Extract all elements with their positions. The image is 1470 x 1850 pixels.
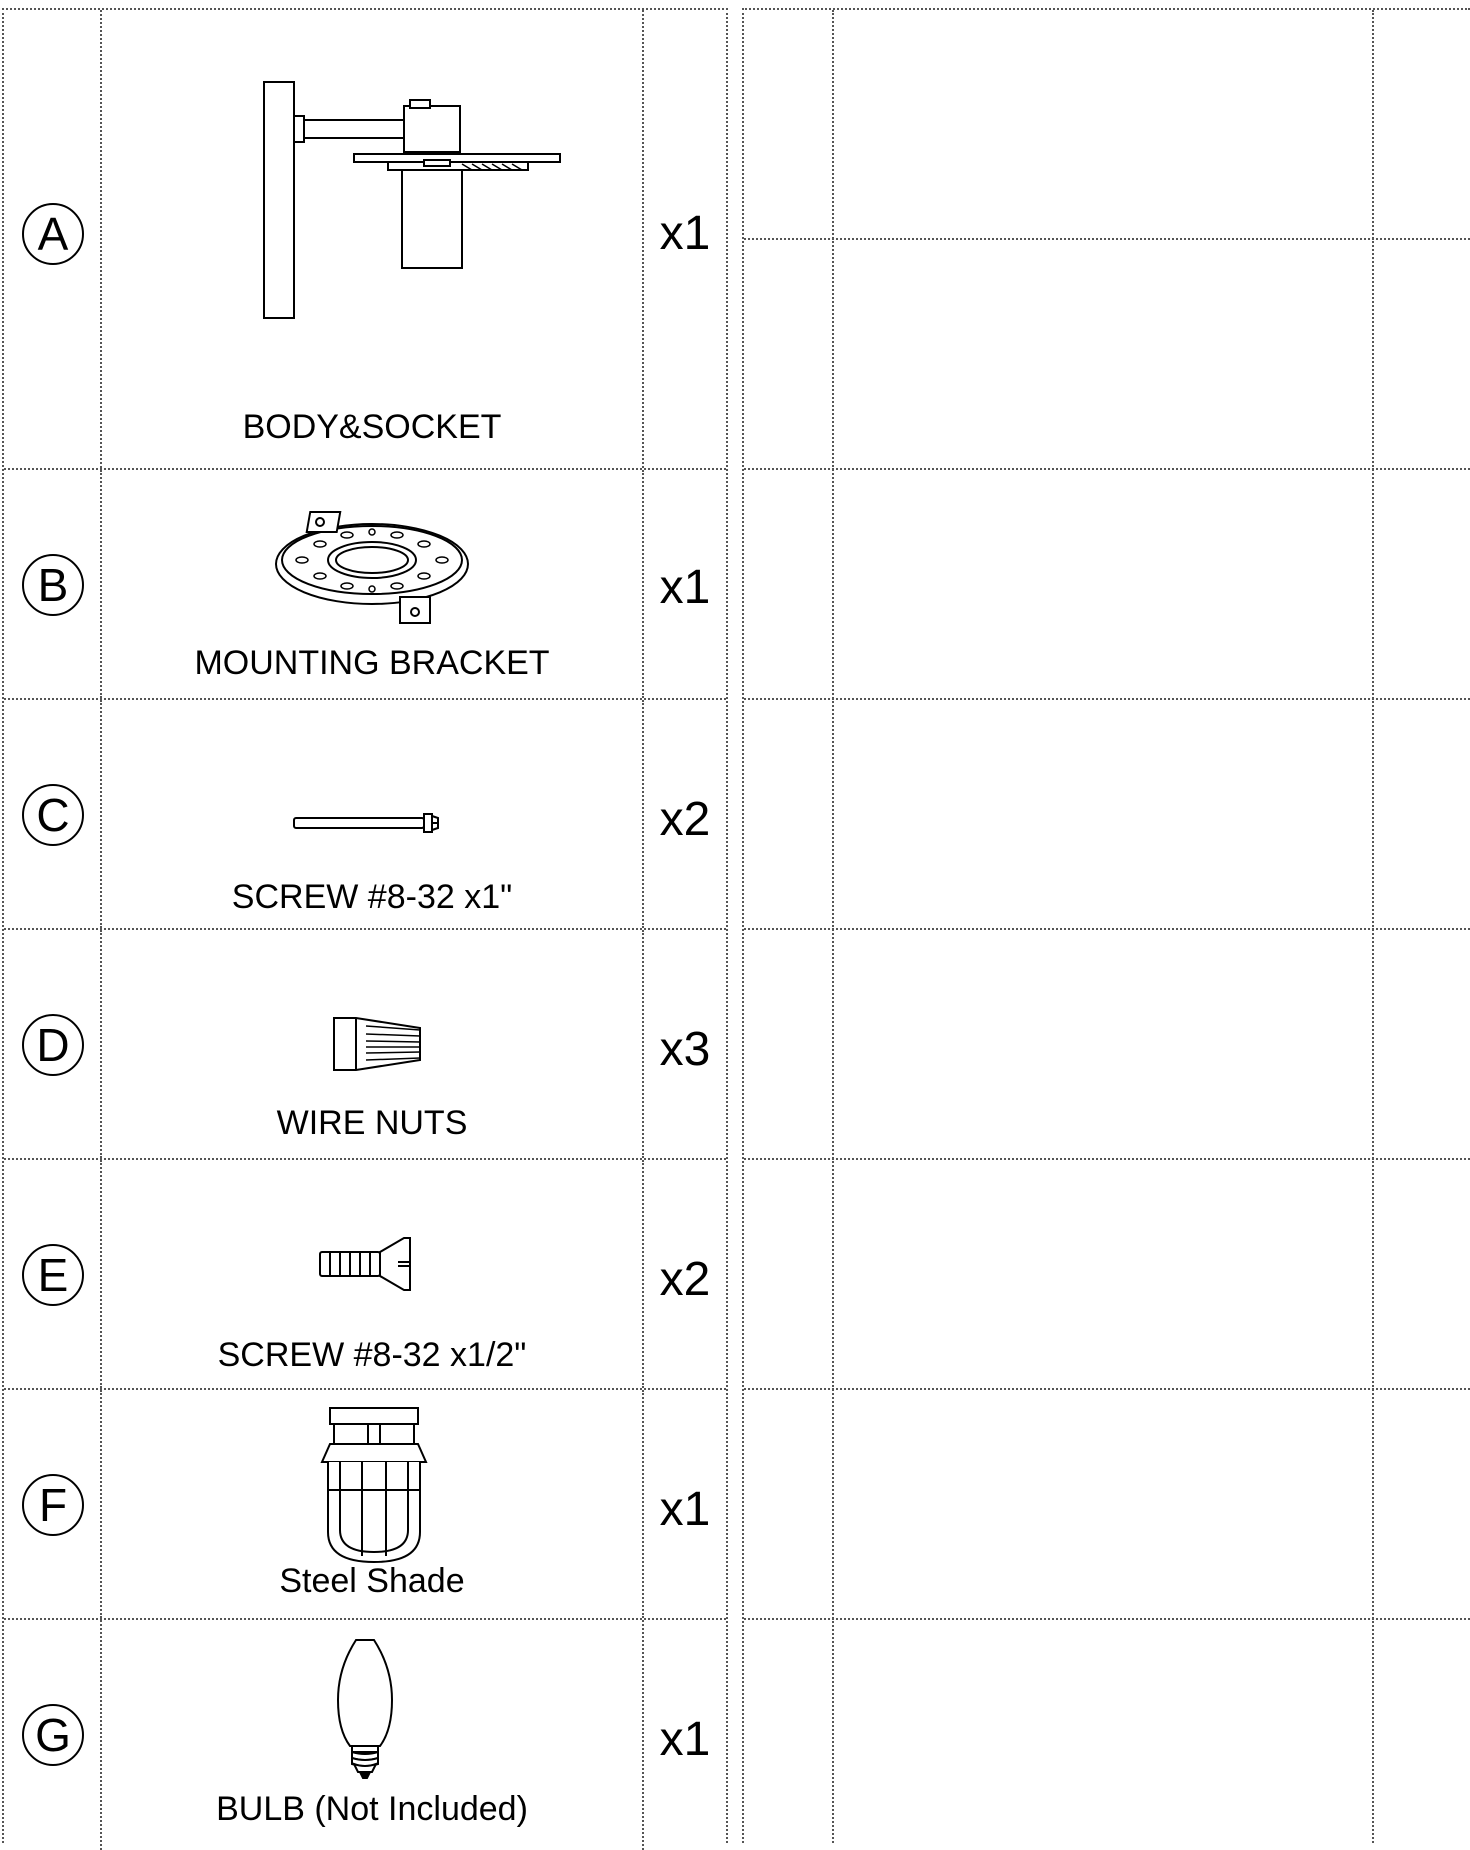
part-name: SCREW #8-32 x1/2" xyxy=(217,1336,527,1374)
part-row-e xyxy=(4,1160,726,1390)
short-screw-icon xyxy=(318,1236,414,1292)
part-quantity: x3 xyxy=(659,1023,711,1076)
parts-list-table xyxy=(2,8,728,1843)
part-row-d xyxy=(4,930,726,1160)
grid-row-line xyxy=(744,468,1470,470)
part-image-cell xyxy=(102,930,644,1158)
part-image-cell xyxy=(102,1160,644,1388)
part-letter-cell xyxy=(4,470,102,698)
grid-row-line xyxy=(744,1388,1470,1390)
part-image-cell xyxy=(102,10,644,468)
part-row-c xyxy=(4,700,726,930)
bulb-icon xyxy=(334,1638,396,1782)
part-quantity: x2 xyxy=(659,1253,711,1306)
part-image-cell xyxy=(102,470,644,698)
grid-column-line xyxy=(1372,10,1374,1843)
grid-row-line xyxy=(744,1618,1470,1620)
part-image-cell xyxy=(102,1620,644,1850)
grid-row-line xyxy=(744,1158,1470,1160)
part-name: WIRE NUTS xyxy=(276,1104,468,1142)
grid-row-line xyxy=(744,698,1470,700)
part-letter-badge: B xyxy=(22,554,84,616)
part-image-cell xyxy=(102,700,644,928)
part-letter-badge: C xyxy=(22,784,84,846)
part-quantity: x1 xyxy=(659,207,711,260)
part-name: SCREW #8-32 x1" xyxy=(231,878,513,916)
part-letter-cell xyxy=(4,1620,102,1850)
part-letter-cell xyxy=(4,1160,102,1388)
part-name: MOUNTING BRACKET xyxy=(194,644,550,682)
grid-column-line xyxy=(832,10,834,1843)
blank-grid xyxy=(742,8,1470,1843)
part-letter-cell xyxy=(4,930,102,1158)
part-letter-badge: E xyxy=(22,1244,84,1306)
part-row-b xyxy=(4,470,726,700)
part-quantity: x1 xyxy=(659,1713,711,1766)
grid-row-line xyxy=(744,238,1470,240)
wire-nut-icon xyxy=(332,1016,422,1072)
grid-row-line xyxy=(744,928,1470,930)
part-letter-cell xyxy=(4,700,102,928)
part-name: BULB (Not Included) xyxy=(216,1790,528,1828)
part-name: Steel Shade xyxy=(279,1562,465,1600)
part-quantity: x1 xyxy=(659,1483,711,1536)
steel-shade-icon xyxy=(318,1406,430,1566)
mounting-bracket-icon xyxy=(272,502,472,632)
part-image-cell xyxy=(102,1390,644,1618)
part-letter-badge: G xyxy=(22,1704,84,1766)
part-letter-badge: A xyxy=(22,203,84,265)
part-letter-cell xyxy=(4,1390,102,1618)
part-row-g xyxy=(4,1620,726,1850)
part-quantity: x1 xyxy=(659,561,711,614)
long-screw-icon xyxy=(292,808,442,838)
part-row-a xyxy=(4,10,726,470)
body-socket-icon xyxy=(262,80,582,330)
part-letter-badge: D xyxy=(22,1014,84,1076)
part-row-f xyxy=(4,1390,726,1620)
part-quantity: x2 xyxy=(659,793,711,846)
part-letter-cell xyxy=(4,10,102,468)
part-name: BODY&SOCKET xyxy=(242,408,502,446)
part-letter-badge: F xyxy=(22,1474,84,1536)
